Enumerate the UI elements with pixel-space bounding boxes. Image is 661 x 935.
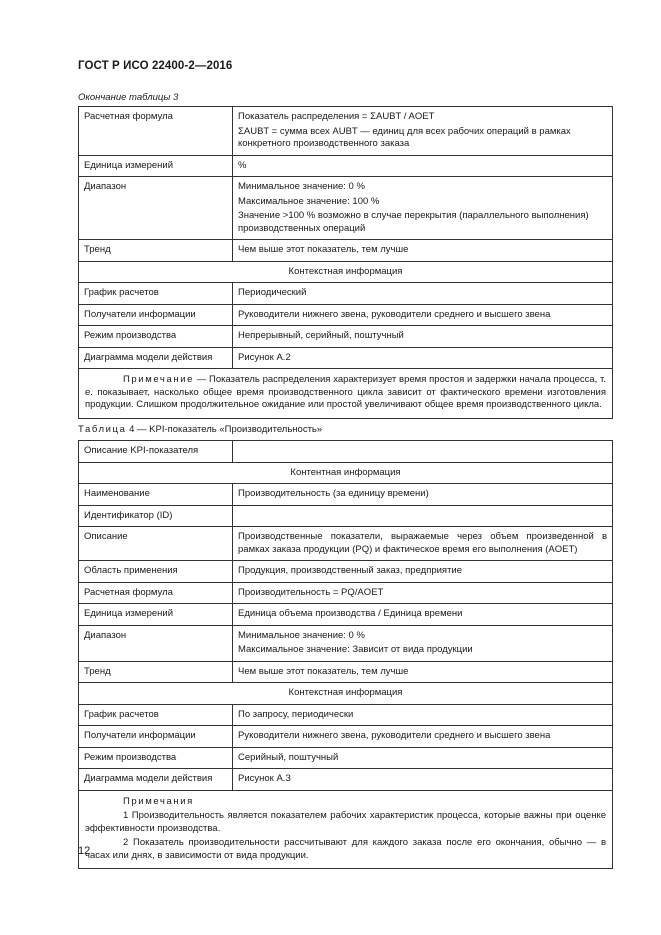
row-value: Серийный, поштучный	[233, 747, 613, 769]
section-header: Контекстная информация	[79, 683, 613, 705]
value-line: Минимальное значение: 0 %	[238, 181, 365, 192]
section-header-row	[79, 683, 613, 705]
table-row	[79, 726, 613, 748]
row-label: Расчетная формула	[79, 582, 233, 604]
row-label: График расчетов	[79, 283, 233, 305]
row-label: График расчетов	[79, 704, 233, 726]
table-row	[79, 347, 613, 369]
table3-caption: Окончание таблицы 3	[78, 92, 179, 103]
row-label: Диапазон	[79, 177, 233, 240]
table-row	[79, 704, 613, 726]
table-row	[79, 769, 613, 791]
document-header: ГОСТ Р ИСО 22400-2—2016	[78, 60, 233, 72]
row-label: Режим производства	[79, 747, 233, 769]
row-value	[233, 625, 613, 661]
row-value: Периодический	[233, 283, 613, 305]
notes-row	[79, 790, 613, 869]
value-line: Максимальное значение: 100 %	[238, 195, 380, 207]
section-header-row	[79, 261, 613, 283]
row-value: Чем выше этот показатель, тем лучше	[233, 661, 613, 683]
table-row	[79, 625, 613, 661]
table-row	[79, 747, 613, 769]
table-row	[79, 177, 613, 240]
row-label: Описание	[79, 527, 233, 561]
value-line: ΣAUBT = сумма всех AUBT — единиц для всех рабочих операций в рамках конкретного производственного заказа	[238, 125, 571, 149]
row-value	[233, 505, 613, 527]
row-value: Чем выше этот показатель, тем лучше	[233, 240, 613, 262]
row-value: Производительность (за единицу времени)	[233, 484, 613, 506]
row-value: Производительность = PQ/AOET	[233, 582, 613, 604]
row-value: По запросу, периодически	[233, 704, 613, 726]
row-value: Рисунок А.2	[233, 347, 613, 369]
note-item: 2 Показатель производительности рассчитывают для каждого заказа после его окончания, обычно — в часах или днях, в зависимости от вида продукции.	[85, 837, 606, 861]
row-value: Руководители нижнего звена, руководители среднего и высшего звена	[233, 304, 613, 326]
row-label: Тренд	[79, 240, 233, 262]
row-label: Диаграмма модели действия	[79, 769, 233, 791]
row-label: Единица измерений	[79, 604, 233, 626]
table-notes	[79, 790, 613, 869]
row-label: Диапазон	[79, 625, 233, 661]
section-header-row	[79, 462, 613, 484]
row-value	[233, 177, 613, 240]
row-value: Непрерывный, серийный, поштучный	[233, 326, 613, 348]
caption-rest: 4 — KPI-показатель «Производительность»	[126, 424, 323, 435]
row-value: %	[233, 155, 613, 177]
row-value: Единица объема производства / Единица времени	[233, 604, 613, 626]
value-line: Значение >100 % возможно в случае перекрытия (параллельного выполнения) производственных операций	[238, 210, 589, 234]
table-note	[79, 369, 613, 419]
value-line: Минимальное значение: 0 %	[238, 629, 365, 641]
row-label: Получатели информации	[79, 726, 233, 748]
table-row	[79, 604, 613, 626]
row-label: Наименование	[79, 484, 233, 506]
row-label: Тренд	[79, 661, 233, 683]
row-label: Идентификатор (ID)	[79, 505, 233, 527]
table-row	[79, 441, 613, 463]
table4-caption	[78, 424, 322, 435]
section-header: Контекстная информация	[79, 261, 613, 283]
table-row	[79, 484, 613, 506]
table4	[78, 440, 613, 869]
row-label: Расчетная формула	[79, 107, 233, 156]
table-row	[79, 582, 613, 604]
row-label: Получатели информации	[79, 304, 233, 326]
caption-prefix: Таблица	[78, 424, 127, 435]
table-row	[79, 107, 613, 156]
row-label: Единица измерений	[79, 155, 233, 177]
table-row	[79, 505, 613, 527]
row-value: Продукция, производственный заказ, предприятие	[233, 561, 613, 583]
note-text: — Показатель распределения характеризует время простоя и задержки начала процесса, т. е. показывает, насколько общее время производственного цикла зависит от фактического времени изготовления продукции. Слишком продолжительное ожидание или простой увеличивают общее время производственного цикла.	[85, 374, 606, 410]
notes-label: Примечания	[123, 795, 194, 807]
row-label: Диаграмма модели действия	[79, 347, 233, 369]
section-header: Контентная информация	[79, 462, 613, 484]
table-row	[79, 527, 613, 561]
table3	[78, 106, 613, 419]
row-value	[233, 107, 613, 156]
table-row	[79, 304, 613, 326]
row-value: Производственные показатели, выражаемые через объем произведенной в рамках заказа продукции (PQ) и фактическое время его выполнения (AOET)	[233, 527, 613, 561]
note-row	[79, 369, 613, 419]
row-value	[233, 441, 613, 463]
row-label: Режим производства	[79, 326, 233, 348]
table-row	[79, 155, 613, 177]
row-label: Область применения	[79, 561, 233, 583]
value-line: Максимальное значение: Зависит от вида продукции	[238, 644, 473, 655]
row-label: Описание KPI-показателя	[79, 441, 233, 463]
table-row	[79, 240, 613, 262]
value-line: Показатель распределения = ΣAUBT / AOET	[238, 111, 435, 122]
row-value: Руководители нижнего звена, руководители среднего и высшего звена	[233, 726, 613, 748]
page-number: 12	[78, 845, 91, 857]
table-row	[79, 326, 613, 348]
note-label: Примечание	[123, 374, 194, 385]
note-item: 1 Производительность является показателем рабочих характеристик процесса, которые важны при оценке эффективности производства.	[85, 810, 606, 834]
table-row	[79, 561, 613, 583]
table-row	[79, 283, 613, 305]
row-value: Рисунок А.3	[233, 769, 613, 791]
table-row	[79, 661, 613, 683]
